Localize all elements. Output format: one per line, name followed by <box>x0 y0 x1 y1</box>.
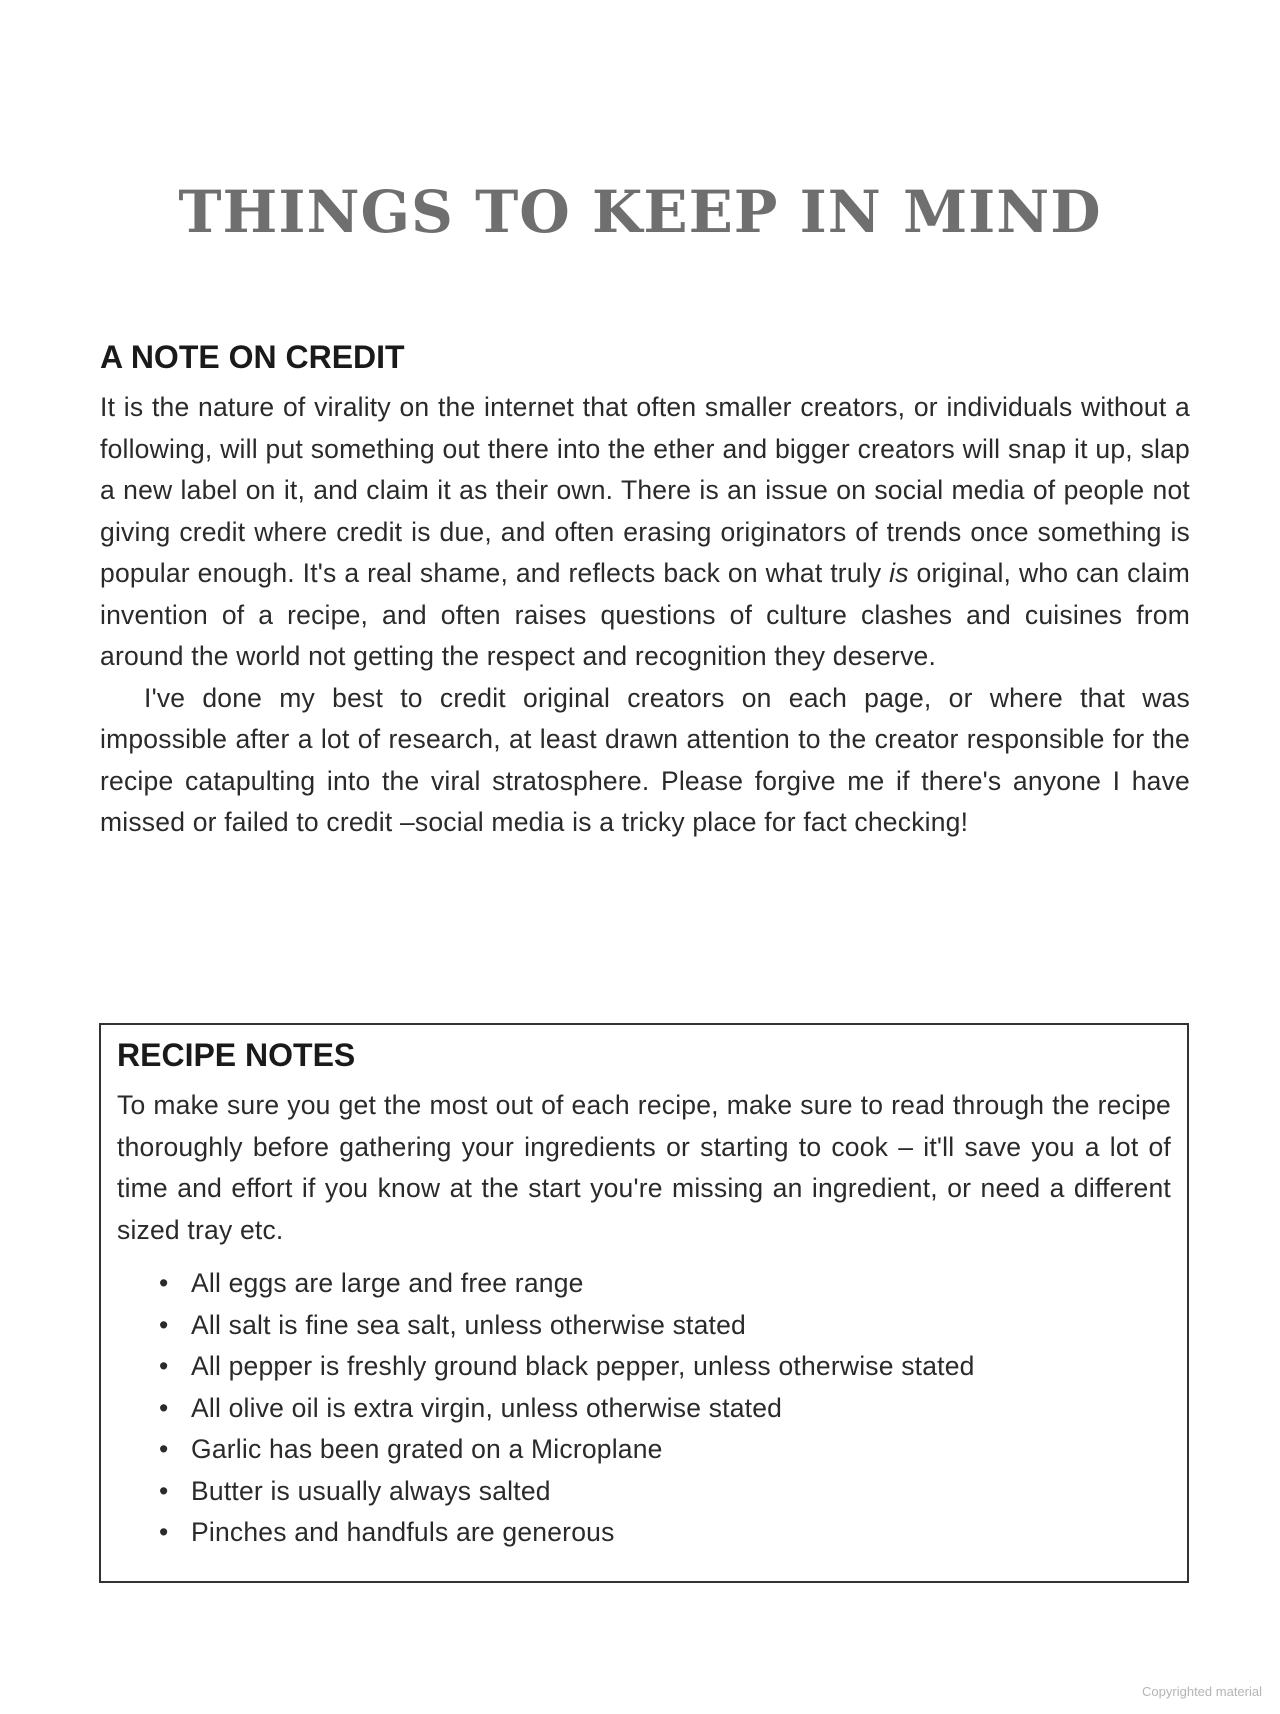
bullet-icon: • <box>159 1268 169 1298</box>
bullet-icon: • <box>159 1309 169 1340</box>
credit-paragraph-1-part-a: It is the nature of virality on the internet that often smaller creators, or individuals without a following, will put something out there into the ether and bigger creators will snap it up, slap a new label on it, and claim it as their own. There is an issue on social media of people not giving credit where credit is due, and often erasing originators of trends once something is popular enough. It's a real shame, and reflects back on what truly <box>100 392 1190 588</box>
credit-paragraph-2: I've done my best to credit original creators on each page, or where that was impossible after a lot of research, at least drawn attention to the creator responsible for the recipe catapulting into the viral stratosphere. Please forgive me if there's anyone I have missed or failed to credit –social media is a tricky place for fact checking! <box>100 682 1190 837</box>
list-item <box>159 1471 1171 1513</box>
list-item <box>159 1429 1171 1471</box>
list-item <box>159 1305 1171 1347</box>
list-item <box>159 1346 1171 1388</box>
bullet-icon: • <box>159 1351 169 1381</box>
list-item-text: All pepper is freshly ground black pepper, unless otherwise stated <box>191 1351 975 1381</box>
bullet-icon: • <box>159 1434 169 1464</box>
list-item-text: Garlic has been grated on a Microplane <box>191 1434 663 1464</box>
list-item-text: All eggs are large and free range <box>191 1268 584 1298</box>
recipe-notes-heading: RECIPE NOTES <box>117 1037 356 1073</box>
list-item <box>159 1512 1171 1554</box>
bullet-icon: • <box>159 1517 169 1547</box>
recipe-notes-box <box>99 1023 1189 1583</box>
list-item-text: All olive oil is extra virgin, unless otherwise stated <box>191 1392 783 1423</box>
list-item <box>159 1263 1171 1305</box>
list-item-text: Butter is usually always salted <box>191 1475 551 1506</box>
credit-section <box>100 335 1190 844</box>
credit-paragraph-1-part-b: original, who can claim invention of a recipe, and often raises questions of culture clashes and cuisines from around the world not getting the respect and recognition they deserve. <box>100 558 1190 671</box>
bullet-icon: • <box>159 1392 169 1423</box>
credit-paragraph-1 <box>100 387 1190 678</box>
bullet-icon: • <box>159 1475 169 1506</box>
list-item <box>159 1388 1171 1430</box>
credit-heading: A NOTE ON CREDIT <box>100 339 405 375</box>
page-title: THINGS TO KEEP IN MIND <box>178 178 1102 246</box>
recipe-notes-intro: To make sure you get the most out of each recipe, make sure to read through the recipe thoroughly before gathering your ingredients or starting to cook – it'll save you a lot of time and effort if you know at the start you're missing an ingredient, or need a different sized tray etc. <box>117 1090 1171 1245</box>
copyright-notice: Copyrighted material <box>1142 1684 1262 1699</box>
recipe-notes-list <box>117 1263 1171 1554</box>
credit-paragraph-1-italic: is <box>889 558 909 588</box>
list-item-text: All salt is fine sea salt, unless otherwise stated <box>191 1309 746 1340</box>
list-item-text: Pinches and handfuls are generous <box>191 1517 615 1547</box>
